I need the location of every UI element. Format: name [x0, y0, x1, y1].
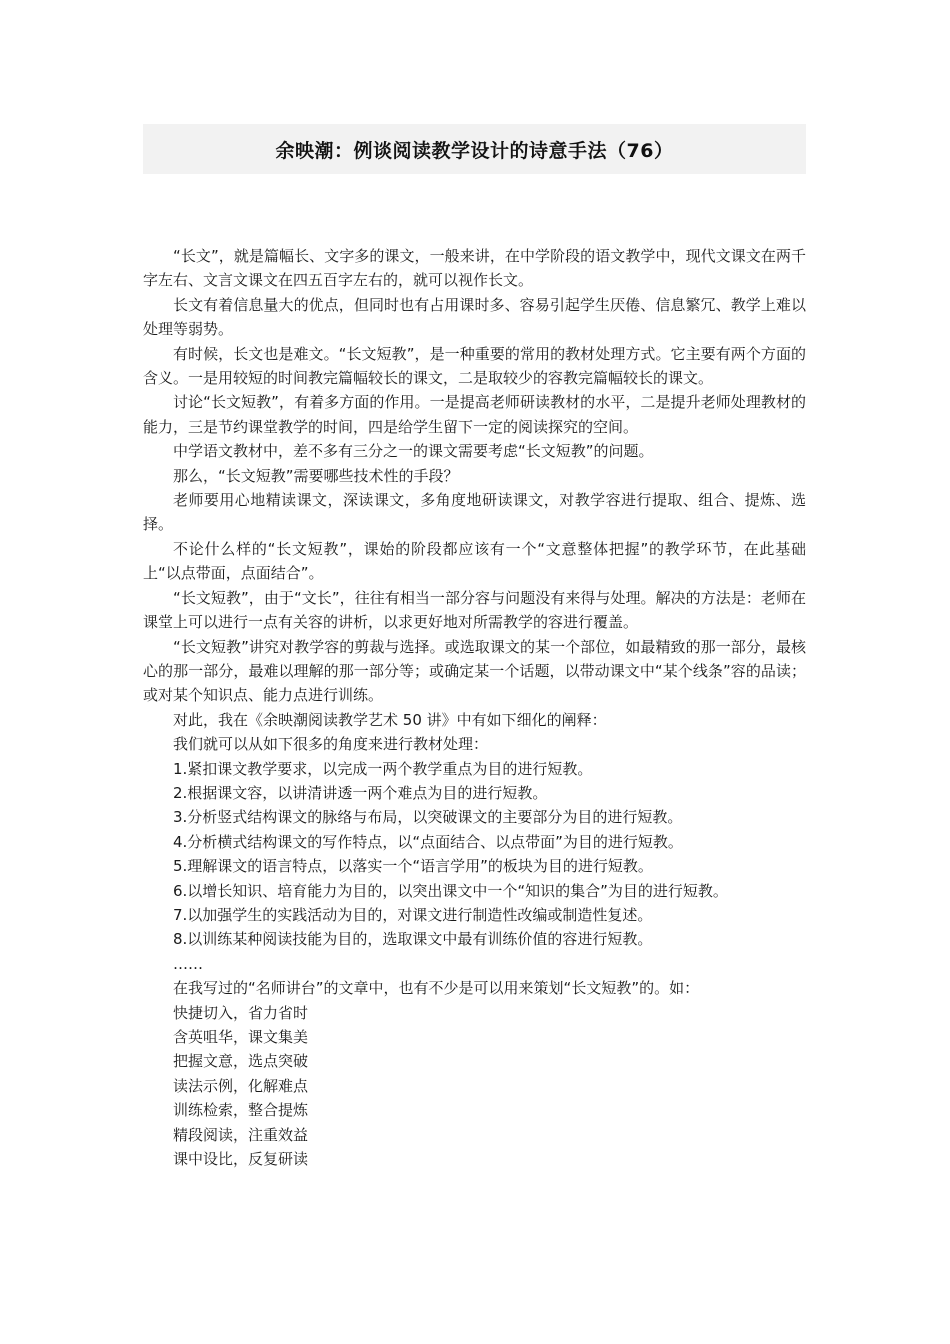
list-item: 6.以增长知识、培育能力为目的，以突出课文中一个“知识的集合”为目的进行短教。	[173, 881, 728, 900]
method-item: 精段阅读，注重效益	[173, 1125, 309, 1144]
document-title: 余映潮：例谈阅读教学设计的诗意手法（76）	[275, 139, 674, 162]
list-item: 8.以训练某种阅读技能为目的，选取课文中最有训练价值的容进行短教。	[173, 930, 653, 949]
method-item: 把握文意，选点突破	[173, 1052, 309, 1071]
paragraph: 讨论“长文短教”，有着多方面的作用。一是提高老师研读教材的水平，二是提升老师处理教材的能力，三是节约课堂教学的时间，四是给学生留下一定的阅读探究的空间。	[143, 393, 806, 436]
paragraph: 长文有着信息量大的优点，但同时也有占用课时多、容易引起学生厌倦、信息繁冗、教学上难以处理等弱势。	[143, 295, 806, 339]
paragraph: 中学语文教材中，差不多有三分之一的课文需要考虑“长文短教”的问题。	[173, 442, 654, 461]
paragraph: “长文短教”，由于“文长”，往往有相当一部分容与问题没有来得与处理。解决的方法是：老师在课堂上可以进行一点有关容的讲析，以求更好地对所需教学的容进行覆盖。	[143, 588, 806, 632]
list-item: 4.分析横式结构课文的写作特点，以“点面结合、以点带面”为目的进行短教。	[173, 832, 683, 851]
list-item: 2.根据课文容，以讲清讲透一两个难点为目的进行短教。	[173, 783, 548, 802]
method-item: 快捷切入，省力省时	[173, 1003, 309, 1022]
list-item: 7.以加强学生的实践活动为目的，对课文进行制造性改编或制造性复述。	[173, 905, 653, 924]
method-item: 含英咀华，课文集美	[173, 1028, 309, 1046]
list-intro-line: 我们就可以从如下很多的角度来进行教材处理：	[173, 735, 489, 754]
list-item: 3.分析竖式结构课文的脉络与布局，以突破课文的主要部分为目的进行短教。	[173, 808, 683, 827]
method-item: 课中设比，反复研读	[173, 1150, 309, 1169]
paragraph: 有时候，长文也是难文。“长文短教”，是一种重要的常用的教材处理方式。它主要有两个方面的含义。一是用较短的时间教完篇幅较长的课文，二是取较少的容教完篇幅较长的课文。	[143, 344, 806, 388]
title-banner	[143, 124, 806, 174]
list-item: 1.紧扣课文教学要求，以完成一两个教学重点为目的进行短教。	[173, 759, 593, 778]
list-intro-line: 对此，我在《余映潮阅读教学艺术 50 讲》中有如下细化的阐释：	[173, 710, 607, 729]
list-item: 5.理解课文的语言特点，以落实一个“语言学用”的板块为目的进行短教。	[173, 857, 653, 876]
paragraph: 不论什么样的“长文短教”，课始的阶段都应该有一个“文意整体把握”的教学环节，在此基础上“以点带面，点面结合”。	[143, 539, 806, 583]
article-body	[143, 244, 806, 1171]
list-intro-line: 在我写过的“名师讲台”的文章中，也有不少是可以用来策划“长文短教”的。如：	[173, 979, 700, 998]
method-item: 读法示例，化解难点	[173, 1076, 309, 1095]
paragraph: “长文”，就是篇幅长、文字多的课文，一般来讲，在中学阶段的语文教学中，现代文课文在两千字左右、文言文课文在四五百字左右的，就可以视作长文。	[143, 247, 806, 290]
paragraph: 老师要用心地精读课文，深读课文，多角度地研读课文，对教学容进行提取、组合、提炼、选择。	[143, 491, 806, 534]
paragraph: 那么，“长文短教”需要哪些技术性的手段？	[173, 466, 459, 485]
ellipsis-line: ……	[173, 954, 203, 973]
paragraph: “长文短教”讲究对教学容的剪裁与选择。或选取课文的某一个部位，如最精致的那一部分，最核心的那一部分，最难以理解的那一部分等；或确定某一个话题，以带动课文中“某个线条”容的品读；或对某个知识点、能力点进行训练。	[143, 637, 806, 705]
method-item: 训练检索，整合提炼	[173, 1101, 309, 1120]
